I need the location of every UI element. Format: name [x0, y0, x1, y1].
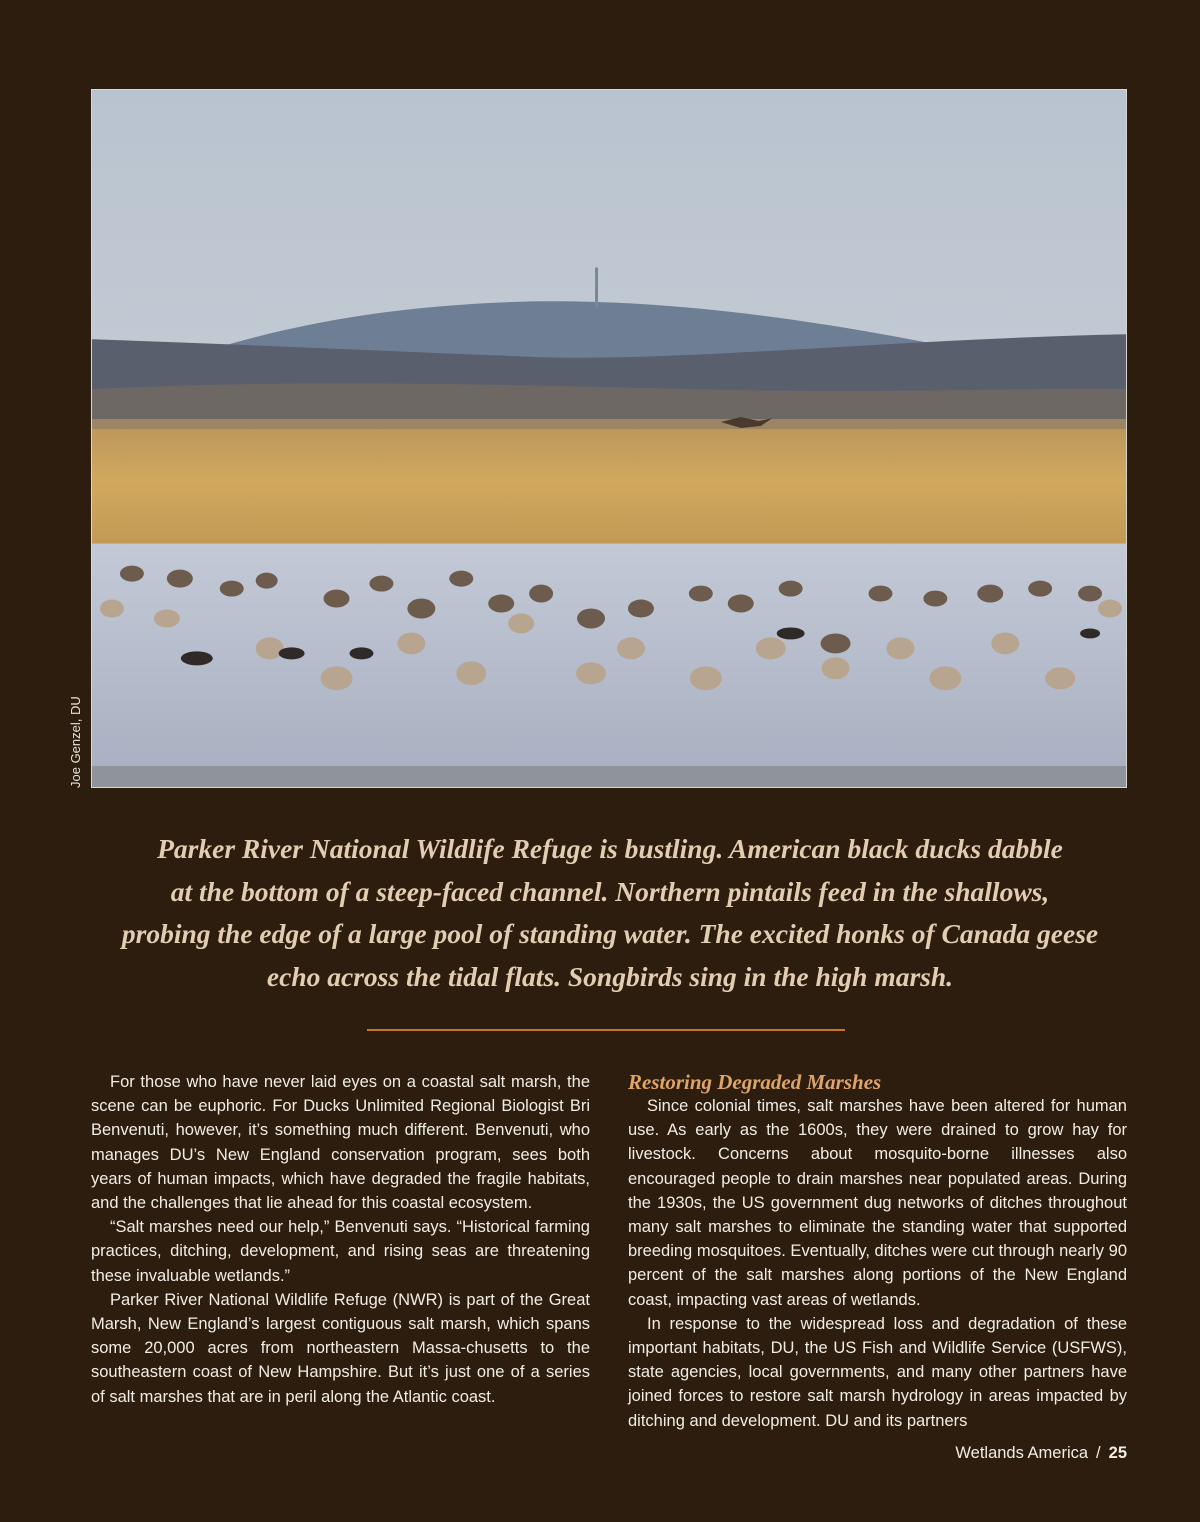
body-paragraph: Since colonial times, salt marshes have been altered for human use. As early as the 1600s, they were drained to grow hay for livestock. Concerns about mosquito-borne illnesses also encouraged people to drain marshes near populated areas. During the 1930s, the US government dug networks of ditches throughout many salt marshes to eliminate the standing water that supported breeding mosquitoes. Eventually, ditches were cut through nearly 90 percent of the salt marshes along portions of the New England coast, impacting vast areas of wetlands. [628, 1097, 1127, 1309]
body-paragraph: “Salt marshes need our help,” Benvenuti says. “Historical farming practices, ditching, development, and rising seas are threatening these invaluable wetlands.” [91, 1218, 590, 1285]
pull-quote-line: Parker River National Wildlife Refuge is bustling. American black ducks dabble [157, 833, 1063, 864]
pull-quote-line: echo across the tidal flats. Songbirds sing in the high marsh. [266, 960, 954, 992]
marsh-photo-illustration [92, 90, 1126, 787]
page-number: 25 [1108, 1444, 1127, 1462]
article-column-left [91, 1070, 590, 1409]
hero-photo [91, 89, 1127, 788]
folio-separator: / [1096, 1444, 1101, 1462]
page-folio [955, 1444, 1127, 1463]
photo-credit: Joe Genzel, DU [68, 696, 83, 788]
body-paragraph: In response to the widespread loss and degradation of these important habitats, DU, the US Fish and Wildlife Service (USFWS), state agencies, local governments, and many other partners have joined forces to restore salt marsh hydrology in areas impacted by ditching and development. DU and its partners [628, 1314, 1127, 1430]
body-paragraph: Parker River National Wildlife Refuge (NWR) is part of the Great Marsh, New England’s largest contiguous salt marsh, which spans some 20,000 acres from northeastern Massa-chusetts to the southeastern coast of New Hampshire. But it’s just one of a series of salt marshes that are in peril along the Atlantic coast. [91, 1290, 590, 1406]
section-divider [367, 1029, 845, 1031]
body-paragraph: For those who have never laid eyes on a coastal salt marsh, the scene can be euphoric. For Ducks Unlimited Regional Biologist Bri Benvenuti, however, it’s something much different. Benvenuti, who manages DU’s New England conservation program, sees both years of human impacts, which have degraded the fragile habitats, and the challenges that lie ahead for this coastal ecosystem. [91, 1073, 590, 1213]
pull-quote [120, 828, 1100, 998]
publication-name: Wetlands America [955, 1444, 1089, 1462]
section-subhead: Restoring Degraded Marshes [628, 1070, 882, 1094]
article-column-right [628, 1070, 1127, 1433]
pull-quote-line: at the bottom of a steep-faced channel. Northern pintails feed in the shallows, [170, 875, 1050, 907]
pull-quote-line: probing the edge of a large pool of standing water. The excited honks of Canada geese [121, 918, 1099, 949]
